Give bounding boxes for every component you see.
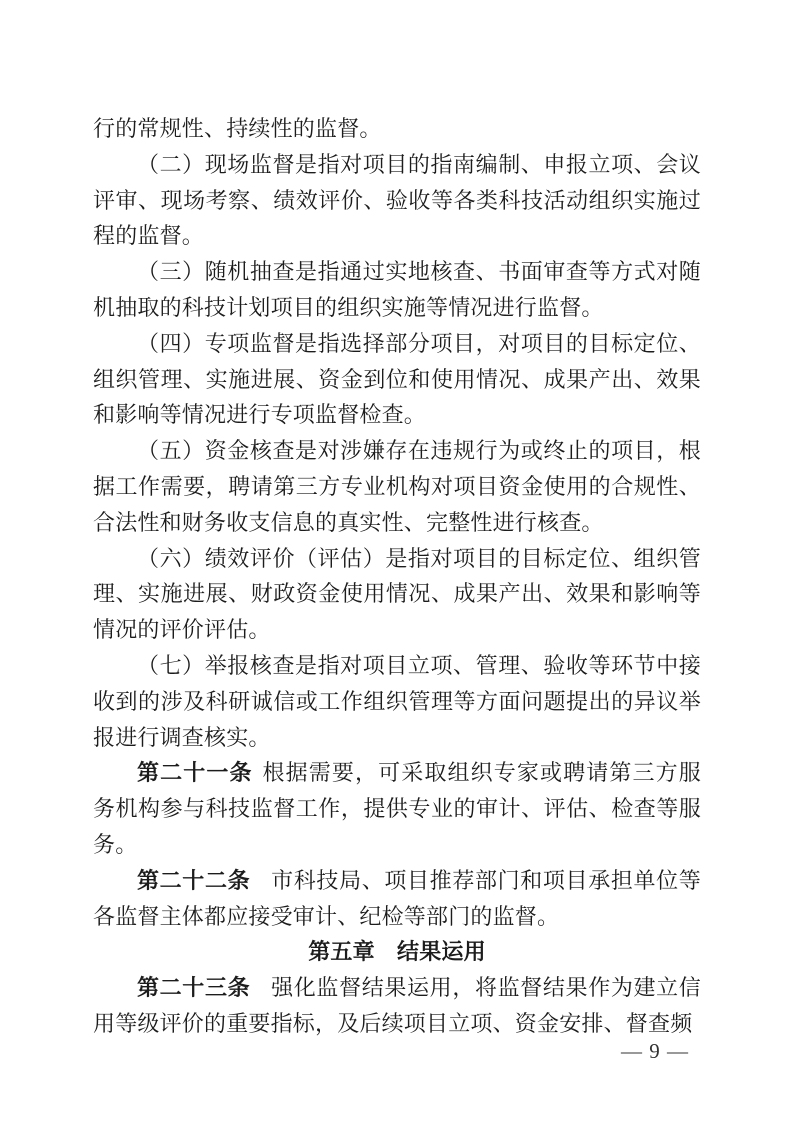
paragraph-text: 行的常规性、持续性的监督。	[93, 116, 382, 141]
paragraph-text: （六）绩效评价（评估）是指对项目的目标定位、组织管理、实施进展、财政资金使用情况、成果产出、效果和影响等情况的评价评估。	[93, 545, 701, 643]
paragraph-text: （五）资金核查是对涉嫌存在违规行为或终止的项目，根据工作需要，聘请第三方专业机构对项目资金使用的合规性、合法性和财务收支信息的真实性、完整性进行核查。	[93, 438, 701, 535]
paragraph-article-22	[93, 863, 701, 935]
paragraph-continuation	[93, 111, 701, 147]
paragraph-item-6	[93, 541, 701, 648]
chapter-heading: 第五章 结果运用	[308, 939, 486, 965]
paragraph-text: （七）举报核查是指对项目立项、管理、验收等环节中接收到的涉及科研诚信或工作组织管理等方面问题提出的异议举报进行调查核实。	[93, 652, 701, 750]
paragraph-item-5	[93, 433, 701, 540]
paragraph-item-4	[93, 326, 701, 433]
paragraph-text: 市科技局、项目推荐部门和项目承担单位等各监督主体都应接受审计、纪检等部门的监督。	[93, 867, 701, 929]
paragraph-text: 强化监督结果运用，将监督结果作为建立信用等级评价的重要指标，及后续项目立项、资金安排、督查频	[93, 975, 701, 1036]
paragraph-item-2	[93, 147, 701, 254]
page-number: — 9 —	[621, 1039, 689, 1063]
article-number-label: 第二十三条	[137, 975, 251, 1001]
paragraph-article-21	[93, 755, 701, 862]
paragraph-item-7	[93, 648, 701, 755]
paragraph-article-23	[93, 970, 701, 1042]
paragraph-text: （二）现场监督是指对项目的指南编制、申报立项、会议评审、现场考察、绩效评价、验收等各类科技活动组织实施过程的监督。	[93, 151, 701, 249]
article-number-label: 第二十二条	[137, 867, 251, 893]
article-number-label: 第二十一条	[137, 760, 253, 786]
document-body	[93, 111, 701, 1042]
paragraph-text: （三）随机抽查是指通过实地核查、书面审查等方式对随机抽取的科技计划项目的组织实施等情况进行监督。	[93, 259, 701, 320]
paragraph-item-3	[93, 254, 701, 326]
paragraph-text: （四）专项监督是指选择部分项目，对项目的目标定位、组织管理、实施进展、资金到位和使用情况、成果产出、效果和影响等情况进行专项监督检查。	[93, 330, 701, 428]
paragraph-text: 根据需要，可采取组织专家或聘请第三方服务机构参与科技监督工作，提供专业的审计、评估、检查等服务。	[93, 760, 701, 857]
